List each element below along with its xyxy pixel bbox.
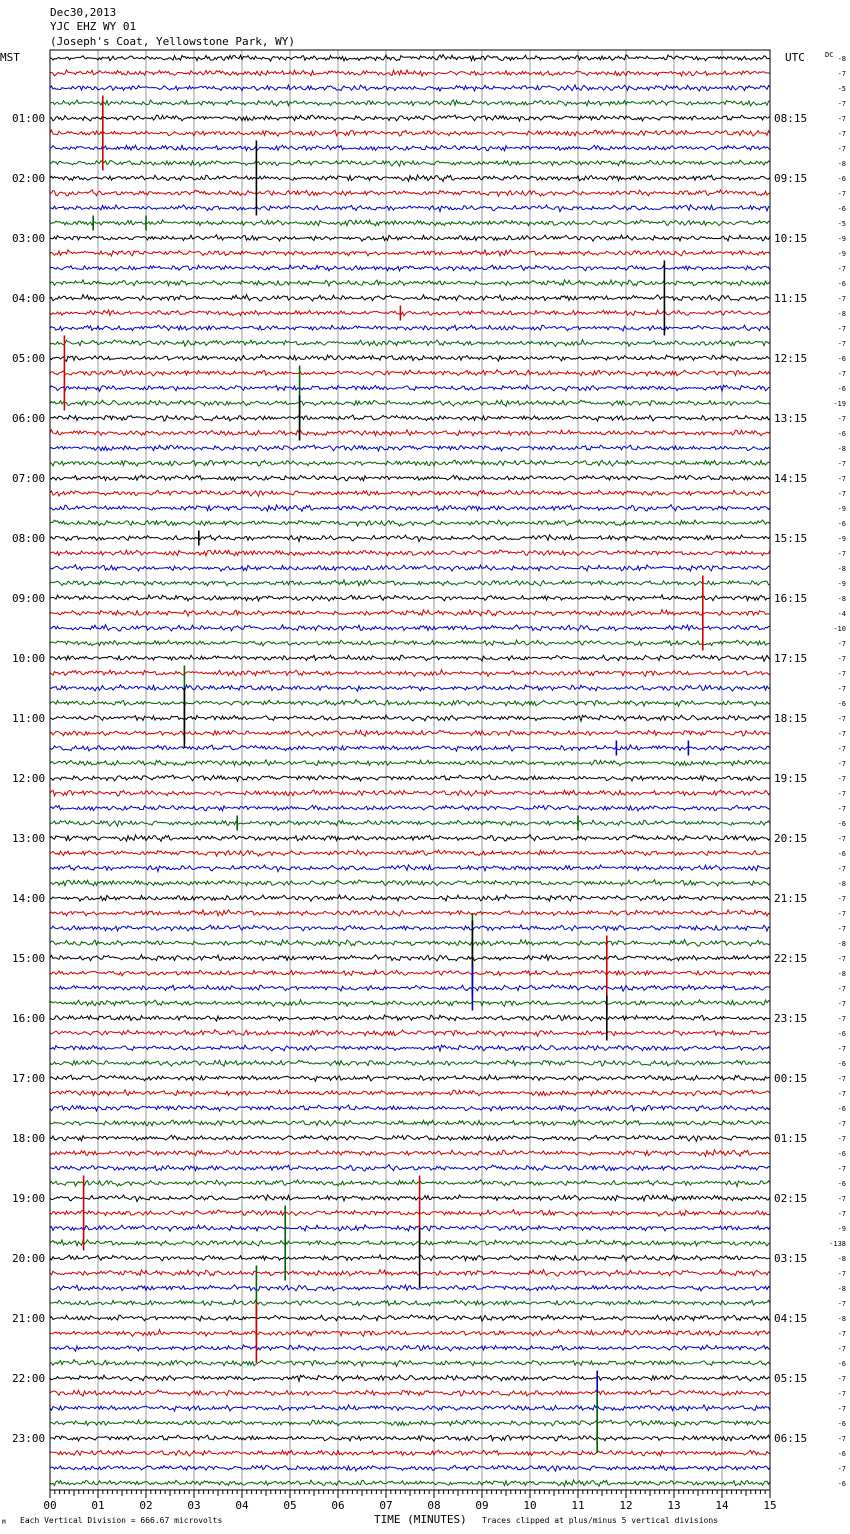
dc-offset-6: -7 <box>837 145 846 153</box>
trace-row-13 <box>50 250 770 256</box>
dc-offset-26: -8 <box>837 445 846 453</box>
trace-row-1 <box>50 70 770 76</box>
trace-row-80 <box>50 1255 770 1261</box>
dc-offset-18: -7 <box>837 325 846 333</box>
mst-hour-label-12: 12:00 <box>12 772 46 785</box>
dc-offset-41: -7 <box>837 670 846 678</box>
dc-offset-42: -7 <box>837 685 846 693</box>
dc-offset-54: -7 <box>837 865 846 873</box>
utc-hour-label-12: 19:15 <box>774 772 808 785</box>
trace-row-39 <box>50 640 770 646</box>
dc-offset-66: -7 <box>837 1045 846 1053</box>
trace-row-15 <box>50 280 770 286</box>
dc-offset-3: -7 <box>837 100 846 108</box>
utc-hour-label-13: 20:15 <box>774 832 808 845</box>
trace-row-37 <box>50 610 770 617</box>
dc-offset-51: -6 <box>837 820 846 828</box>
trace-row-95 <box>50 1480 770 1486</box>
dc-offset-21: -7 <box>837 370 846 378</box>
trace-row-93 <box>50 1450 770 1456</box>
trace-row-68 <box>50 1075 770 1081</box>
trace-row-8 <box>50 175 770 181</box>
corner-mark: M <box>2 1519 6 1526</box>
mst-hour-label-2: 02:00 <box>12 172 46 185</box>
trace-row-17 <box>50 310 770 316</box>
dc-offset-27: -7 <box>837 460 846 468</box>
trace-row-58 <box>50 925 770 931</box>
scale-note: Each Vertical Division = 666.67 microvolts <box>20 1516 223 1525</box>
trace-row-36 <box>50 595 770 601</box>
dc-offset-55: -8 <box>837 880 846 888</box>
dc-offset-14: -7 <box>837 265 846 273</box>
trace-row-40 <box>50 655 770 661</box>
utc-hour-label-7: 14:15 <box>774 472 808 485</box>
trace-row-33 <box>50 550 770 556</box>
dc-offset-84: -8 <box>837 1315 846 1323</box>
trace-row-19 <box>50 340 770 347</box>
trace-row-85 <box>50 1330 770 1337</box>
mst-hour-label-20: 20:00 <box>12 1252 46 1265</box>
trace-row-7 <box>50 160 770 166</box>
trace-row-79 <box>50 1240 770 1246</box>
trace-row-21 <box>50 370 770 376</box>
trace-row-62 <box>50 985 770 991</box>
dc-offset-29: -7 <box>837 490 846 498</box>
dc-offset-23: -19 <box>833 400 846 408</box>
dc-offset-39: -7 <box>837 640 846 648</box>
dc-offset-85: -7 <box>837 1330 846 1338</box>
mst-hour-label-6: 06:00 <box>12 412 46 425</box>
dc-offset-52: -7 <box>837 835 846 843</box>
trace-row-9 <box>50 190 770 196</box>
utc-hour-label-20: 03:15 <box>774 1252 808 1265</box>
mst-hour-label-10: 10:00 <box>12 652 46 665</box>
utc-hour-label-6: 13:15 <box>774 412 808 425</box>
dc-offset-0: -8 <box>837 55 846 63</box>
x-tick-label-12: 12 <box>619 1499 633 1512</box>
mst-hour-label-8: 08:00 <box>12 532 46 545</box>
dc-offset-40: -7 <box>837 655 846 663</box>
mst-hour-label-14: 14:00 <box>12 892 46 905</box>
trace-row-47 <box>50 760 770 766</box>
dc-offset-53: -6 <box>837 850 846 858</box>
trace-row-2 <box>50 85 770 91</box>
utc-hour-label-1: 08:15 <box>774 112 808 125</box>
trace-row-23 <box>50 400 770 406</box>
x-tick-label-4: 04 <box>235 1499 249 1512</box>
dc-offset-57: -7 <box>837 910 846 918</box>
location-label: (Joseph's Coat, Yellowstone Park, WY) <box>50 35 296 48</box>
dc-offset-35: -9 <box>837 580 846 588</box>
trace-row-56 <box>50 895 770 901</box>
mst-hour-label-5: 05:00 <box>12 352 46 365</box>
trace-row-75 <box>50 1180 770 1187</box>
dc-offset-72: -7 <box>837 1135 846 1143</box>
dc-offset-34: -8 <box>837 565 846 573</box>
dc-offset-8: -6 <box>837 175 846 183</box>
x-tick-label-1: 01 <box>91 1499 105 1512</box>
x-tick-label-0: 00 <box>43 1499 57 1512</box>
mst-hour-label-17: 17:00 <box>12 1072 46 1085</box>
dc-offset-71: -7 <box>837 1120 846 1128</box>
dc-offset-83: -7 <box>837 1300 846 1308</box>
x-tick-label-15: 15 <box>763 1499 777 1512</box>
mst-hour-label-1: 01:00 <box>12 112 46 125</box>
trace-row-74 <box>50 1165 770 1171</box>
mst-hour-label-22: 22:00 <box>12 1372 46 1385</box>
trace-row-72 <box>50 1135 770 1141</box>
x-tick-label-2: 02 <box>139 1499 153 1512</box>
trace-row-50 <box>50 805 770 811</box>
trace-row-4 <box>50 115 770 121</box>
dc-offset-59: -8 <box>837 940 846 948</box>
mst-label: MST <box>0 51 20 64</box>
dc-offset-30: -9 <box>837 505 846 513</box>
dc-offset-68: -7 <box>837 1075 846 1083</box>
utc-hour-label-11: 18:15 <box>774 712 808 725</box>
x-axis-title: TIME (MINUTES) <box>374 1513 467 1526</box>
trace-row-32 <box>50 535 770 542</box>
dc-offset-90: -7 <box>837 1405 846 1413</box>
dc-offset-16: -7 <box>837 295 846 303</box>
trace-row-88 <box>50 1375 770 1381</box>
trace-row-82 <box>50 1285 770 1291</box>
trace-row-65 <box>50 1030 770 1037</box>
dc-offset-15: -6 <box>837 280 846 288</box>
dc-offset-73: -6 <box>837 1150 846 1158</box>
trace-row-29 <box>50 490 770 496</box>
trace-row-14 <box>50 265 770 271</box>
dc-offset-81: -7 <box>837 1270 846 1278</box>
dc-offset-89: -7 <box>837 1390 846 1398</box>
utc-hour-label-2: 09:15 <box>774 172 808 185</box>
dc-offset-9: -7 <box>837 190 846 198</box>
dc-offset-4: -7 <box>837 115 846 123</box>
dc-offset-62: -7 <box>837 985 846 993</box>
trace-row-31 <box>50 520 770 526</box>
dc-offset-82: -8 <box>837 1285 846 1293</box>
trace-row-24 <box>50 415 770 421</box>
dc-offset-78: -9 <box>837 1225 846 1233</box>
utc-hour-label-18: 01:15 <box>774 1132 808 1145</box>
x-tick-label-9: 09 <box>475 1499 489 1512</box>
trace-row-22 <box>50 385 770 391</box>
trace-row-70 <box>50 1105 770 1111</box>
x-tick-label-14: 14 <box>715 1499 729 1512</box>
trace-row-55 <box>50 880 770 886</box>
trace-row-16 <box>50 295 770 301</box>
dc-offset-33: -7 <box>837 550 846 558</box>
dc-offset-20: -6 <box>837 355 846 363</box>
dc-offset-87: -6 <box>837 1360 846 1368</box>
trace-row-10 <box>50 205 770 212</box>
dc-offset-45: -7 <box>837 730 846 738</box>
x-tick-label-3: 03 <box>187 1499 201 1512</box>
utc-hour-label-8: 15:15 <box>774 532 808 545</box>
dc-offset-24: -7 <box>837 415 846 423</box>
mst-hour-label-7: 07:00 <box>12 472 46 485</box>
dc-offset-28: -7 <box>837 475 846 483</box>
dc-offset-44: -7 <box>837 715 846 723</box>
utc-hour-label-4: 11:15 <box>774 292 808 305</box>
dc-offset-46: -7 <box>837 745 846 753</box>
utc-hour-label-14: 21:15 <box>774 892 808 905</box>
x-tick-label-6: 06 <box>331 1499 345 1512</box>
trace-row-64 <box>50 1015 770 1021</box>
trace-row-66 <box>50 1045 770 1051</box>
dc-offset-88: -7 <box>837 1375 846 1383</box>
dc-offset-32: -9 <box>837 535 846 543</box>
dc-offset-5: -7 <box>837 130 846 138</box>
mst-hour-label-4: 04:00 <box>12 292 46 305</box>
mst-hour-label-13: 13:00 <box>12 832 46 845</box>
dc-offset-80: -8 <box>837 1255 846 1263</box>
dc-offset-61: -8 <box>837 970 846 978</box>
dc-offset-93: -6 <box>837 1450 846 1458</box>
mst-hour-label-16: 16:00 <box>12 1012 46 1025</box>
trace-row-28 <box>50 475 770 481</box>
utc-hour-label-22: 05:15 <box>774 1372 808 1385</box>
dc-offset-1: -7 <box>837 70 846 78</box>
trace-row-18 <box>50 325 770 331</box>
dc-offset-48: -7 <box>837 775 846 783</box>
trace-row-73 <box>50 1150 770 1156</box>
utc-hour-label-15: 22:15 <box>774 952 808 965</box>
trace-row-42 <box>50 685 770 691</box>
dc-offset-69: -7 <box>837 1090 846 1098</box>
trace-row-41 <box>50 670 770 677</box>
trace-row-91 <box>50 1420 770 1426</box>
trace-row-67 <box>50 1060 770 1066</box>
dc-offset-64: -7 <box>837 1015 846 1023</box>
dc-offset-49: -7 <box>837 790 846 798</box>
dc-offset-17: -8 <box>837 310 846 318</box>
trace-row-84 <box>50 1315 770 1321</box>
utc-hour-label-23: 06:15 <box>774 1432 808 1445</box>
dc-offset-74: -7 <box>837 1165 846 1173</box>
dc-offset-50: -7 <box>837 805 846 813</box>
dc-offset-76: -7 <box>837 1195 846 1203</box>
trace-row-48 <box>50 775 770 781</box>
trace-row-26 <box>50 445 770 451</box>
dc-offset-63: -7 <box>837 1000 846 1008</box>
trace-row-52 <box>50 835 770 842</box>
trace-row-6 <box>50 145 770 151</box>
mst-hour-label-19: 19:00 <box>12 1192 46 1205</box>
trace-row-44 <box>50 715 770 721</box>
trace-row-78 <box>50 1225 770 1231</box>
trace-row-27 <box>50 460 770 466</box>
dc-offset-58: -7 <box>837 925 846 933</box>
dc-offset-13: -9 <box>837 250 846 258</box>
utc-hour-label-9: 16:15 <box>774 592 808 605</box>
trace-layer <box>50 55 770 1487</box>
dc-offset-75: -6 <box>837 1180 846 1188</box>
dc-offset-60: -7 <box>837 955 846 963</box>
dc-offset-37: -4 <box>837 610 846 618</box>
x-tick-label-11: 11 <box>571 1499 585 1512</box>
dc-offset-79: -138 <box>829 1240 846 1248</box>
x-axis <box>43 1490 776 1512</box>
dc-offset-92: -7 <box>837 1435 846 1443</box>
dc-offset-22: -6 <box>837 385 846 393</box>
trace-row-76 <box>50 1195 770 1202</box>
utc-hour-label-19: 02:15 <box>774 1192 808 1205</box>
utc-hour-label-3: 10:15 <box>774 232 808 245</box>
mst-hour-label-23: 23:00 <box>12 1432 46 1445</box>
dc-offset-25: -6 <box>837 430 846 438</box>
trace-row-20 <box>50 355 770 362</box>
trace-row-89 <box>50 1390 770 1396</box>
dc-offset-11: -5 <box>837 220 846 228</box>
trace-row-71 <box>50 1120 770 1126</box>
trace-row-63 <box>50 1000 770 1007</box>
trace-row-57 <box>50 910 770 916</box>
dc-offset-65: -6 <box>837 1030 846 1038</box>
dc-offset-94: -7 <box>837 1465 846 1473</box>
utc-hour-label-21: 04:15 <box>774 1312 808 1325</box>
trace-row-90 <box>50 1405 770 1411</box>
trace-row-11 <box>50 220 770 226</box>
utc-hour-label-17: 00:15 <box>774 1072 808 1085</box>
mst-hour-label-21: 21:00 <box>12 1312 46 1325</box>
mst-hour-label-15: 15:00 <box>12 952 46 965</box>
dc-offset-43: -6 <box>837 700 846 708</box>
dc-offset-47: -7 <box>837 760 846 768</box>
mst-hour-label-3: 03:00 <box>12 232 46 245</box>
trace-row-38 <box>50 625 770 631</box>
dc-offset-7: -8 <box>837 160 846 168</box>
trace-row-81 <box>50 1270 770 1276</box>
station-label: YJC EHZ WY 01 <box>50 20 137 33</box>
dc-offset-10: -6 <box>837 205 846 213</box>
dc-offset-38: -10 <box>833 625 846 633</box>
dc-offset-70: -6 <box>837 1105 846 1113</box>
trace-row-92 <box>50 1435 770 1441</box>
dc-offset-67: -6 <box>837 1060 846 1068</box>
x-tick-label-7: 07 <box>379 1499 393 1512</box>
trace-row-77 <box>50 1210 770 1217</box>
dc-offset-19: -7 <box>837 340 846 348</box>
trace-row-83 <box>50 1300 770 1306</box>
dc-label: DC <box>825 51 834 59</box>
trace-row-94 <box>50 1465 770 1471</box>
date-label: Dec30,2013 <box>50 6 117 19</box>
trace-row-86 <box>50 1345 770 1351</box>
mst-hour-label-9: 09:00 <box>12 592 46 605</box>
utc-label: UTC <box>785 51 805 64</box>
dc-offset-31: -6 <box>837 520 846 528</box>
dc-offset-2: -5 <box>837 85 846 93</box>
dc-offset-56: -7 <box>837 895 846 903</box>
trace-row-5 <box>50 130 770 136</box>
trace-row-49 <box>50 790 770 796</box>
x-tick-label-13: 13 <box>667 1499 681 1512</box>
trace-row-53 <box>50 850 770 856</box>
x-tick-label-10: 10 <box>523 1499 537 1512</box>
trace-row-60 <box>50 955 770 961</box>
trace-row-54 <box>50 865 770 872</box>
dc-offset-95: -6 <box>837 1480 846 1488</box>
trace-row-43 <box>50 700 770 707</box>
utc-hour-label-10: 17:15 <box>774 652 808 665</box>
trace-row-12 <box>50 235 770 242</box>
clip-note: Traces clipped at plus/minus 5 vertical divisions <box>482 1516 719 1525</box>
trace-row-51 <box>50 820 770 826</box>
x-tick-label-8: 08 <box>427 1499 441 1512</box>
trace-row-45 <box>50 730 770 736</box>
trace-row-59 <box>50 940 770 946</box>
utc-hour-label-5: 12:15 <box>774 352 808 365</box>
trace-row-46 <box>50 745 770 751</box>
utc-hour-label-16: 23:15 <box>774 1012 808 1025</box>
dc-offset-12: -9 <box>837 235 846 243</box>
dc-offset-91: -6 <box>837 1420 846 1428</box>
trace-row-87 <box>50 1360 770 1367</box>
trace-row-3 <box>50 100 770 106</box>
trace-row-34 <box>50 565 770 572</box>
mst-hour-label-18: 18:00 <box>12 1132 46 1145</box>
dc-offset-36: -8 <box>837 595 846 603</box>
trace-row-0 <box>50 55 770 62</box>
mst-hour-label-11: 11:00 <box>12 712 46 725</box>
trace-row-61 <box>50 970 770 976</box>
dc-offset-layer <box>829 55 846 1488</box>
x-tick-label-5: 05 <box>283 1499 297 1512</box>
trace-row-25 <box>50 430 770 436</box>
dc-offset-77: -7 <box>837 1210 846 1218</box>
trace-row-30 <box>50 505 770 512</box>
dc-offset-86: -7 <box>837 1345 846 1353</box>
trace-row-35 <box>50 580 770 586</box>
trace-row-69 <box>50 1090 770 1096</box>
